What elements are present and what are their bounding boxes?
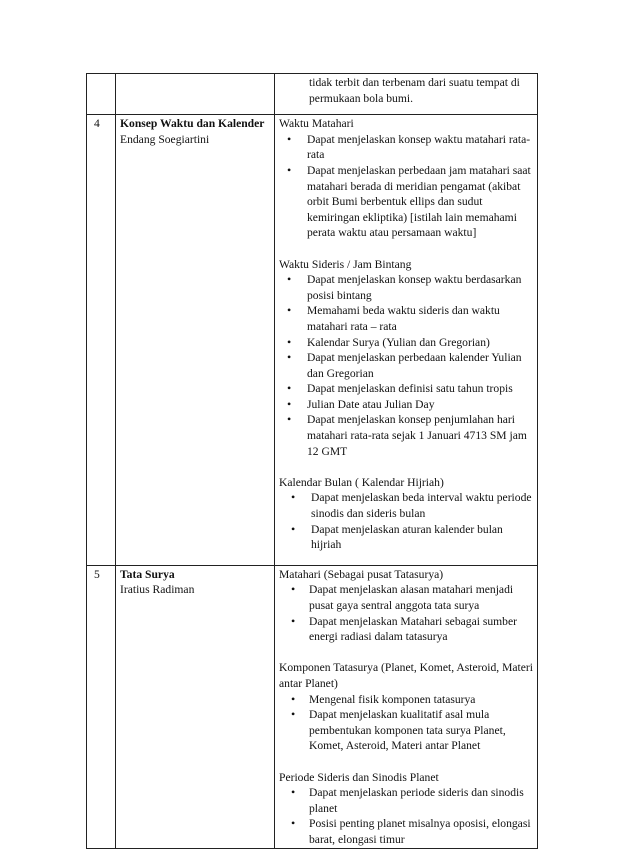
content-cell bbox=[275, 74, 538, 115]
bullet-list bbox=[279, 272, 533, 459]
section-title: Waktu Sideris / Jam Bintang bbox=[279, 257, 412, 271]
list-item: • Dapat menjelaskan kualitatif asal mula pembentukan komponen tata surya Planet, Komet, Asteroid, Materi antar Planet bbox=[279, 707, 533, 754]
row-number: 5 bbox=[87, 565, 116, 848]
section-title: Komponen Tatasurya (Planet, Komet, Asteroid, Materi antar Planet) bbox=[279, 661, 533, 690]
section-title: Matahari (Sebagai pusat Tatasurya) bbox=[279, 567, 444, 581]
list-item: • Memahami beda waktu sideris dan waktu matahari rata – rata bbox=[279, 303, 533, 334]
topic-cell bbox=[116, 74, 275, 115]
list-item: • Dapat menjelaskan konsep waktu matahari rata-rata bbox=[279, 132, 533, 163]
bullet-list bbox=[279, 785, 533, 847]
list-item: • Posisi penting planet misalnya oposisi, elongasi barat, elongasi timur bbox=[279, 816, 533, 847]
bullet-list bbox=[279, 490, 533, 552]
topic-author: Iratius Radiman bbox=[120, 583, 195, 597]
bullet-list bbox=[279, 692, 533, 754]
list-item: • Dapat menjelaskan perbedaan jam matahari saat matahari berada di meridian pengamat (akibat orbit Bumi berbentuk ellips dan sudut kemiringan ekliptika) [istilah lain memahami perata waktu atau persamaan waktu] bbox=[279, 163, 533, 241]
table-row bbox=[87, 565, 538, 848]
list-item: • Julian Date atau Julian Day bbox=[279, 397, 533, 413]
number-cell bbox=[87, 74, 116, 115]
content-section bbox=[279, 660, 533, 754]
list-item: • Dapat menjelaskan Matahari sebagai sumber energi radiasi dalam tatasurya bbox=[279, 614, 533, 645]
table-row bbox=[87, 115, 538, 566]
list-item: • Dapat menjelaskan periode sideris dan sinodis planet bbox=[279, 785, 533, 816]
content-section bbox=[279, 257, 533, 460]
topic-title: Tata Surya bbox=[120, 567, 175, 581]
content-section bbox=[279, 475, 533, 553]
topic-cell bbox=[116, 115, 275, 566]
content-section bbox=[279, 770, 533, 848]
list-item: • Dapat menjelaskan definisi satu tahun tropis bbox=[279, 381, 533, 397]
list-item: • Dapat menjelaskan aturan kalender bulan hijriah bbox=[279, 522, 533, 553]
list-item: • Mengenal fisik komponen tatasurya bbox=[279, 692, 533, 708]
list-item: • Dapat menjelaskan alasan matahari menjadi pusat gaya sentral anggota tata surya bbox=[279, 582, 533, 613]
bullet-list bbox=[279, 132, 533, 241]
content-cell bbox=[275, 115, 538, 566]
content-section bbox=[279, 116, 533, 241]
bullet-list bbox=[279, 582, 533, 644]
content-cell bbox=[275, 565, 538, 848]
syllabus-table bbox=[86, 73, 538, 849]
section-title: Waktu Matahari bbox=[279, 117, 354, 131]
topic-title: Konsep Waktu dan Kalender bbox=[120, 117, 265, 131]
list-item: • Kalendar Surya (Yulian dan Gregorian) bbox=[279, 335, 533, 351]
table-row bbox=[87, 74, 538, 115]
list-item: • Dapat menjelaskan konsep penjumlahan hari matahari rata-rata sejak 1 Januari 4713 SM jam 12 GMT bbox=[279, 412, 533, 459]
section-title: Kalendar Bulan ( Kalendar Hijriah) bbox=[279, 475, 444, 489]
continued-text bbox=[279, 75, 533, 114]
list-item: • Dapat menjelaskan perbedaan kalender Yulian dan Gregorian bbox=[279, 350, 533, 381]
continued-line: permukaan bola bumi. bbox=[309, 91, 413, 105]
content-section bbox=[279, 567, 533, 645]
list-item: • Dapat menjelaskan beda interval waktu periode sinodis dan sideris bulan bbox=[279, 490, 533, 521]
list-item: • Dapat menjelaskan konsep waktu berdasarkan posisi bintang bbox=[279, 272, 533, 303]
row-number: 4 bbox=[87, 115, 116, 566]
section-title: Periode Sideris dan Sinodis Planet bbox=[279, 770, 439, 784]
topic-author: Endang Soegiartini bbox=[120, 132, 210, 146]
continued-line: tidak terbit dan terbenam dari suatu tempat di bbox=[309, 76, 520, 89]
topic-cell bbox=[116, 565, 275, 848]
